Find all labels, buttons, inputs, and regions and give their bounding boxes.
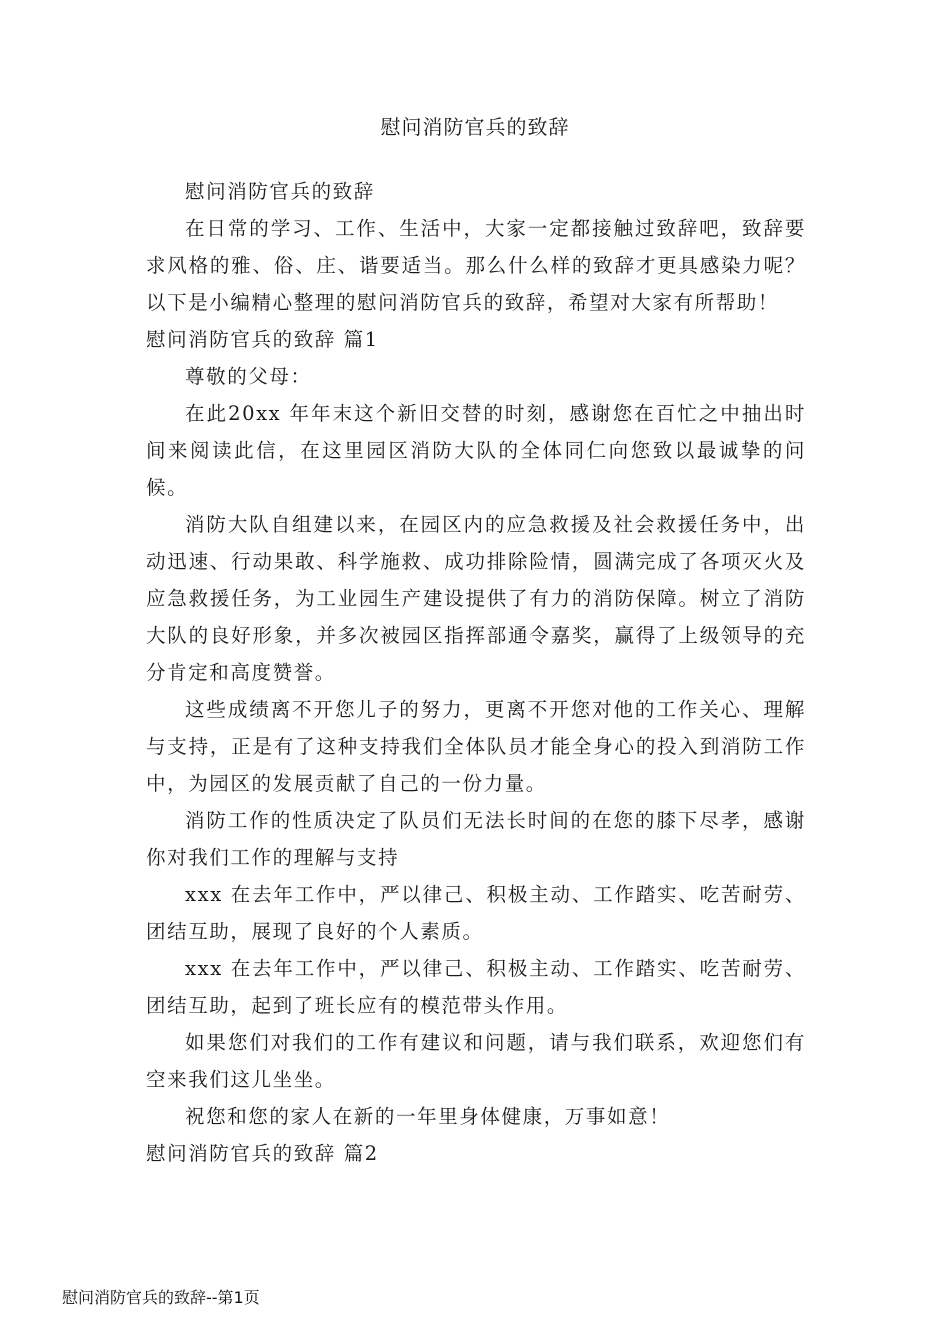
- paragraph-salutation: 尊敬的父母：: [185, 365, 312, 388]
- page-footer: 慰问消防官兵的致辞--第1页: [62, 1288, 260, 1307]
- section-heading-1: 慰问消防官兵的致辞 篇1: [146, 328, 379, 351]
- paragraph-support: 这些成绩离不开您儿子的努力，更离不开您对他的工作关心、理解与支持，正是有了这种支持我们全体队员才能全身心的投入到消防工作中，为园区的发展贡献了自己的一份力量。: [146, 698, 806, 795]
- paragraph-intro-title: 慰问消防官兵的致辞: [185, 180, 375, 203]
- paragraph-nature-of-work: 消防工作的性质决定了队员们无法长时间的在您的膝下尽孝，感谢你对我们工作的理解与支持: [146, 809, 806, 869]
- document-title: 慰问消防官兵的致辞: [380, 115, 570, 139]
- paragraph-member-2: xxx 在去年工作中，严以律己、积极主动、工作踏实、吃苦耐劳、团结互助，起到了班长应有的模范带头作用。: [146, 957, 806, 1017]
- paragraph-intro: 在日常的学习、工作、生活中，大家一定都接触过致辞吧，致辞要求风格的雅、俗、庄、谐要适当。那么什么样的致辞才更具感染力呢？以下是小编精心整理的慰问消防官兵的致辞，希望对大家有所帮助！: [146, 217, 806, 314]
- paragraph-greeting: 在此20xx 年年末这个新旧交替的时刻，感谢您在百忙之中抽出时间来阅读此信，在这里园区消防大队的全体同仁向您致以最诚挚的问候。: [146, 402, 806, 499]
- paragraph-wishes: 祝您和您的家人在新的一年里身体健康，万事如意！: [185, 1105, 671, 1128]
- document-body: [146, 173, 806, 1172]
- paragraph-achievements: 消防大队自组建以来，在园区内的应急救援及社会救援任务中，出动迅速、行动果敢、科学施救、成功排除险情，圆满完成了各项灭火及应急救援任务，为工业园生产建设提供了有力的消防保障。树立了消防大队的良好形象，并多次被园区指挥部通令嘉奖，赢得了上级领导的充分肯定和高度赞誉。: [146, 513, 806, 684]
- paragraph-member-1: xxx 在去年工作中，严以律己、积极主动、工作踏实、吃苦耐劳、团结互助，展现了良好的个人素质。: [146, 883, 806, 943]
- section-heading-2: 慰问消防官兵的致辞 篇2: [146, 1142, 379, 1165]
- paragraph-contact: 如果您们对我们的工作有建议和问题，请与我们联系，欢迎您们有空来我们这儿坐坐。: [146, 1031, 806, 1091]
